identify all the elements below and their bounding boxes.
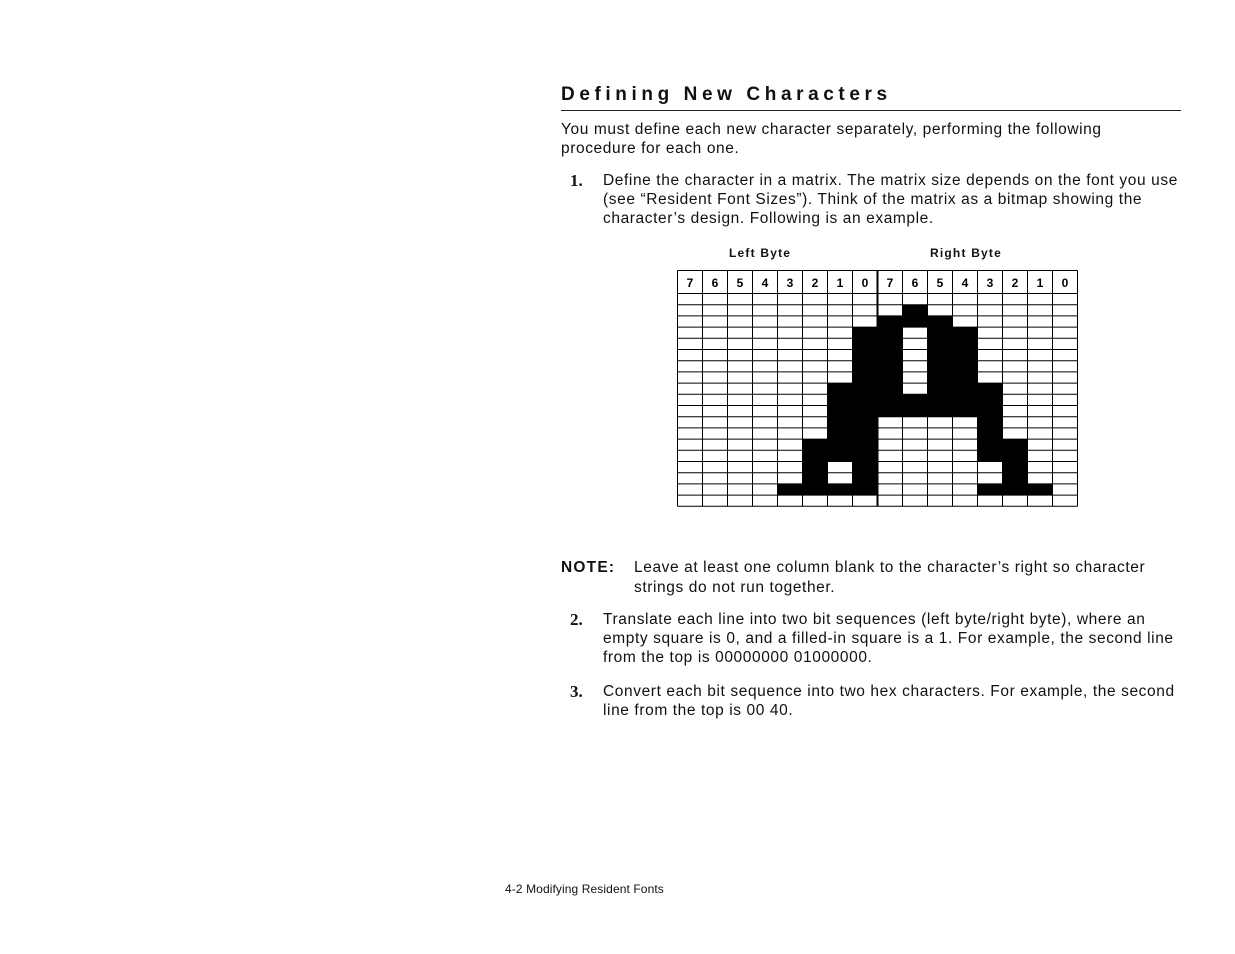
filled-cell	[978, 484, 1003, 495]
filled-cell	[1003, 473, 1028, 484]
filled-cell	[778, 484, 803, 495]
bit-header: 3	[986, 276, 994, 290]
bit-header: 4	[761, 276, 769, 290]
filled-cell	[803, 450, 828, 461]
filled-cell	[903, 406, 928, 417]
filled-cell	[903, 394, 928, 405]
filled-cell	[878, 338, 903, 349]
filled-cell	[853, 462, 878, 473]
filled-cell	[803, 473, 828, 484]
bit-header: 7	[686, 276, 694, 290]
filled-cell	[853, 383, 878, 394]
filled-cell	[853, 350, 878, 361]
bit-header: 0	[1061, 276, 1069, 290]
filled-cell	[1003, 484, 1028, 495]
filled-cell	[928, 406, 953, 417]
filled-cell	[928, 316, 953, 327]
filled-cell	[803, 462, 828, 473]
bit-header: 5	[936, 276, 944, 290]
filled-cell	[853, 372, 878, 383]
filled-cell	[928, 394, 953, 405]
bit-header: 0	[861, 276, 869, 290]
bit-header: 2	[811, 276, 819, 290]
bit-header: 6	[911, 276, 919, 290]
filled-cell	[1003, 450, 1028, 461]
filled-cell	[878, 327, 903, 338]
filled-cell	[953, 350, 978, 361]
character-bitmap-matrix	[677, 270, 1083, 532]
filled-cell	[978, 394, 1003, 405]
step-number: 2.	[570, 610, 583, 629]
bit-header: 5	[736, 276, 744, 290]
step-text: Convert each bit sequence into two hex characters. For example, the second line from the top is 00 40.	[603, 683, 1175, 719]
filled-cell	[978, 406, 1003, 417]
filled-cell	[928, 383, 953, 394]
filled-cell	[878, 394, 903, 405]
filled-cell	[953, 394, 978, 405]
step-text: Define the character in a matrix. The matrix size depends on the font you use (see “Resident Font Sizes”). Think of the matrix as a bitmap showing the character’s design. Following is an example.	[603, 172, 1178, 227]
filled-cell	[878, 406, 903, 417]
filled-cell	[903, 316, 928, 327]
note-label: NOTE:	[561, 559, 616, 576]
filled-cell	[1003, 462, 1028, 473]
filled-cell	[928, 327, 953, 338]
filled-cell	[853, 361, 878, 372]
filled-cell	[878, 372, 903, 383]
filled-cell	[853, 327, 878, 338]
filled-cell	[853, 394, 878, 405]
filled-cell	[953, 338, 978, 349]
filled-cell	[853, 439, 878, 450]
bit-header: 3	[786, 276, 794, 290]
filled-cell	[928, 361, 953, 372]
filled-cell	[978, 417, 1003, 428]
filled-cell	[853, 484, 878, 495]
bit-header: 4	[961, 276, 969, 290]
note-text: Leave at least one column blank to the character’s right so character strings do not run together.	[634, 559, 1146, 596]
filled-cell	[953, 361, 978, 372]
intro-paragraph: You must define each new character separately, performing the following procedure for each one.	[561, 121, 1102, 157]
filled-cell	[953, 383, 978, 394]
filled-cell	[853, 428, 878, 439]
filled-cell	[978, 428, 1003, 439]
bit-header: 1	[836, 276, 844, 290]
filled-cell	[978, 383, 1003, 394]
filled-cell	[803, 439, 828, 450]
filled-cell	[878, 383, 903, 394]
bit-header: 2	[1011, 276, 1019, 290]
filled-cell	[953, 372, 978, 383]
filled-cell	[853, 406, 878, 417]
filled-cell	[1028, 484, 1053, 495]
filled-cell	[878, 316, 903, 327]
section-title: Defining New Characters	[561, 84, 892, 105]
filled-cell	[878, 350, 903, 361]
filled-cell	[853, 417, 878, 428]
bit-header: 7	[886, 276, 894, 290]
filled-cell	[828, 383, 853, 394]
filled-cell	[803, 484, 828, 495]
title-rule	[561, 110, 1181, 111]
filled-cell	[928, 350, 953, 361]
filled-cell	[953, 406, 978, 417]
filled-cell	[828, 439, 853, 450]
filled-cell	[828, 450, 853, 461]
filled-cell	[853, 473, 878, 484]
left-byte-label: Left Byte	[729, 246, 792, 260]
filled-cell	[1003, 439, 1028, 450]
filled-cell	[928, 372, 953, 383]
filled-cell	[828, 417, 853, 428]
filled-cell	[928, 338, 953, 349]
filled-cell	[828, 428, 853, 439]
filled-cell	[903, 305, 928, 316]
page-footer: 4-2 Modifying Resident Fonts	[505, 882, 664, 896]
filled-cell	[828, 406, 853, 417]
filled-cell	[878, 361, 903, 372]
right-byte-label: Right Byte	[930, 246, 1002, 260]
filled-cell	[953, 327, 978, 338]
filled-cell	[828, 484, 853, 495]
filled-cell	[978, 439, 1003, 450]
filled-cell	[828, 394, 853, 405]
bit-header: 1	[1036, 276, 1044, 290]
filled-cell	[853, 338, 878, 349]
step-text: Translate each line into two bit sequences (left byte/right byte), where an empty square is 0, and a filled-in square is a 1. For example, the second line from the top is 00000000 01000000.	[603, 611, 1174, 666]
step-number: 1.	[570, 171, 583, 190]
filled-cell	[853, 450, 878, 461]
bit-header: 6	[711, 276, 719, 290]
step-number: 3.	[570, 682, 583, 701]
filled-cell	[978, 450, 1003, 461]
